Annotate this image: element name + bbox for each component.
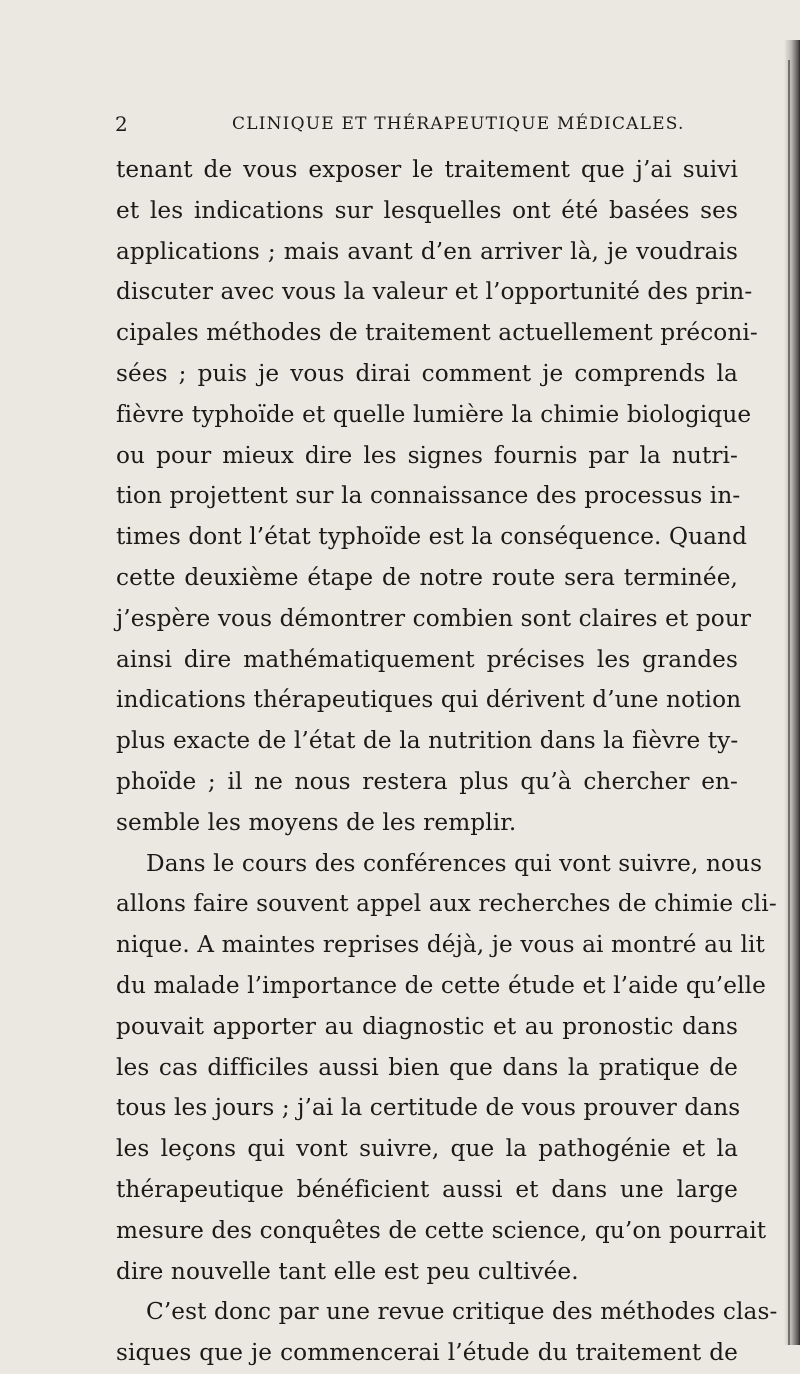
text-line: les leçons qui vont suivre, que la pathogénie et la — [116, 1135, 738, 1163]
text-line: indications thérapeutiques qui dérivent d’une notion — [116, 686, 742, 714]
text-line: et les indications sur lesquelles ont été basées ses — [116, 196, 738, 224]
text-line: ou pour mieux dire les signes fournis par la nutri- — [116, 441, 738, 469]
paragraph-end-line: semble les moyens de les remplir. — [116, 808, 517, 836]
text-line: tenant de vous exposer le traitement que j’ai suivi — [116, 156, 738, 183]
page-edge-line — [788, 60, 790, 1345]
text-line: cette deuxième étape de notre route sera terminée, — [116, 563, 738, 591]
text-line: tion projettent sur la connaissance des processus in- — [116, 482, 741, 510]
page-header — [0, 112, 800, 142]
text-line: les cas difficiles aussi bien que dans la pratique de — [116, 1053, 738, 1081]
text-line: ainsi dire mathématiquement précises les grandes — [116, 645, 738, 673]
text-line: mesure des conquêtes de cette science, qu’on pourrait — [116, 1216, 767, 1244]
paragraph-end-line: dire nouvelle tant elle est peu cultivée. — [116, 1257, 579, 1285]
text-line: phoïde ; il ne nous restera plus qu’à chercher en- — [116, 767, 738, 795]
body-text — [116, 150, 778, 1374]
paragraph-first-line: C’est donc par une revue critique des méthodes clas- — [146, 1298, 778, 1326]
running-head: CLINIQUE ET THÉRAPEUTIQUE MÉDICALES. — [232, 114, 685, 134]
text-line: du malade l’importance de cette étude et l’aide qu’elle — [116, 971, 766, 999]
text-line: pouvait apporter au diagnostic et au pronostic dans — [116, 1012, 738, 1040]
text-line: discuter avec vous la valeur et l’opportunité des prin- — [116, 278, 753, 306]
text-line: j’espère vous démontrer combien sont claires et pour — [116, 604, 752, 632]
text-line: thérapeutique bénéficient aussi et dans une large — [116, 1175, 738, 1203]
text-line: sées ; puis je vous dirai comment je comprends la — [116, 359, 738, 387]
text-line: cipales méthodes de traitement actuellement préconi- — [116, 319, 758, 347]
text-line: allons faire souvent appel aux recherches de chimie cli- — [116, 890, 777, 918]
text-line: siques que je commencerai l’étude du traitement de — [116, 1339, 738, 1367]
text-line: nique. A maintes reprises déjà, je vous ai montré au lit — [116, 931, 765, 959]
text-line: times dont l’état typhoïde est la conséquence. Quand — [116, 523, 748, 551]
text-line: plus exacte de l’état de la nutrition dans la fièvre ty- — [116, 727, 739, 755]
text-line: fièvre typhoïde et quelle lumière la chimie biologique — [116, 400, 752, 428]
paragraph-first-line: Dans le cours des conférences qui vont suivre, nous — [146, 849, 763, 877]
page-edge-shadow — [784, 40, 800, 1345]
text-line: applications ; mais avant d’en arriver là, je voudrais — [116, 237, 738, 265]
page-number: 2 — [115, 112, 128, 136]
text-line: tous les jours ; j’ai la certitude de vous prouver dans — [116, 1094, 741, 1122]
